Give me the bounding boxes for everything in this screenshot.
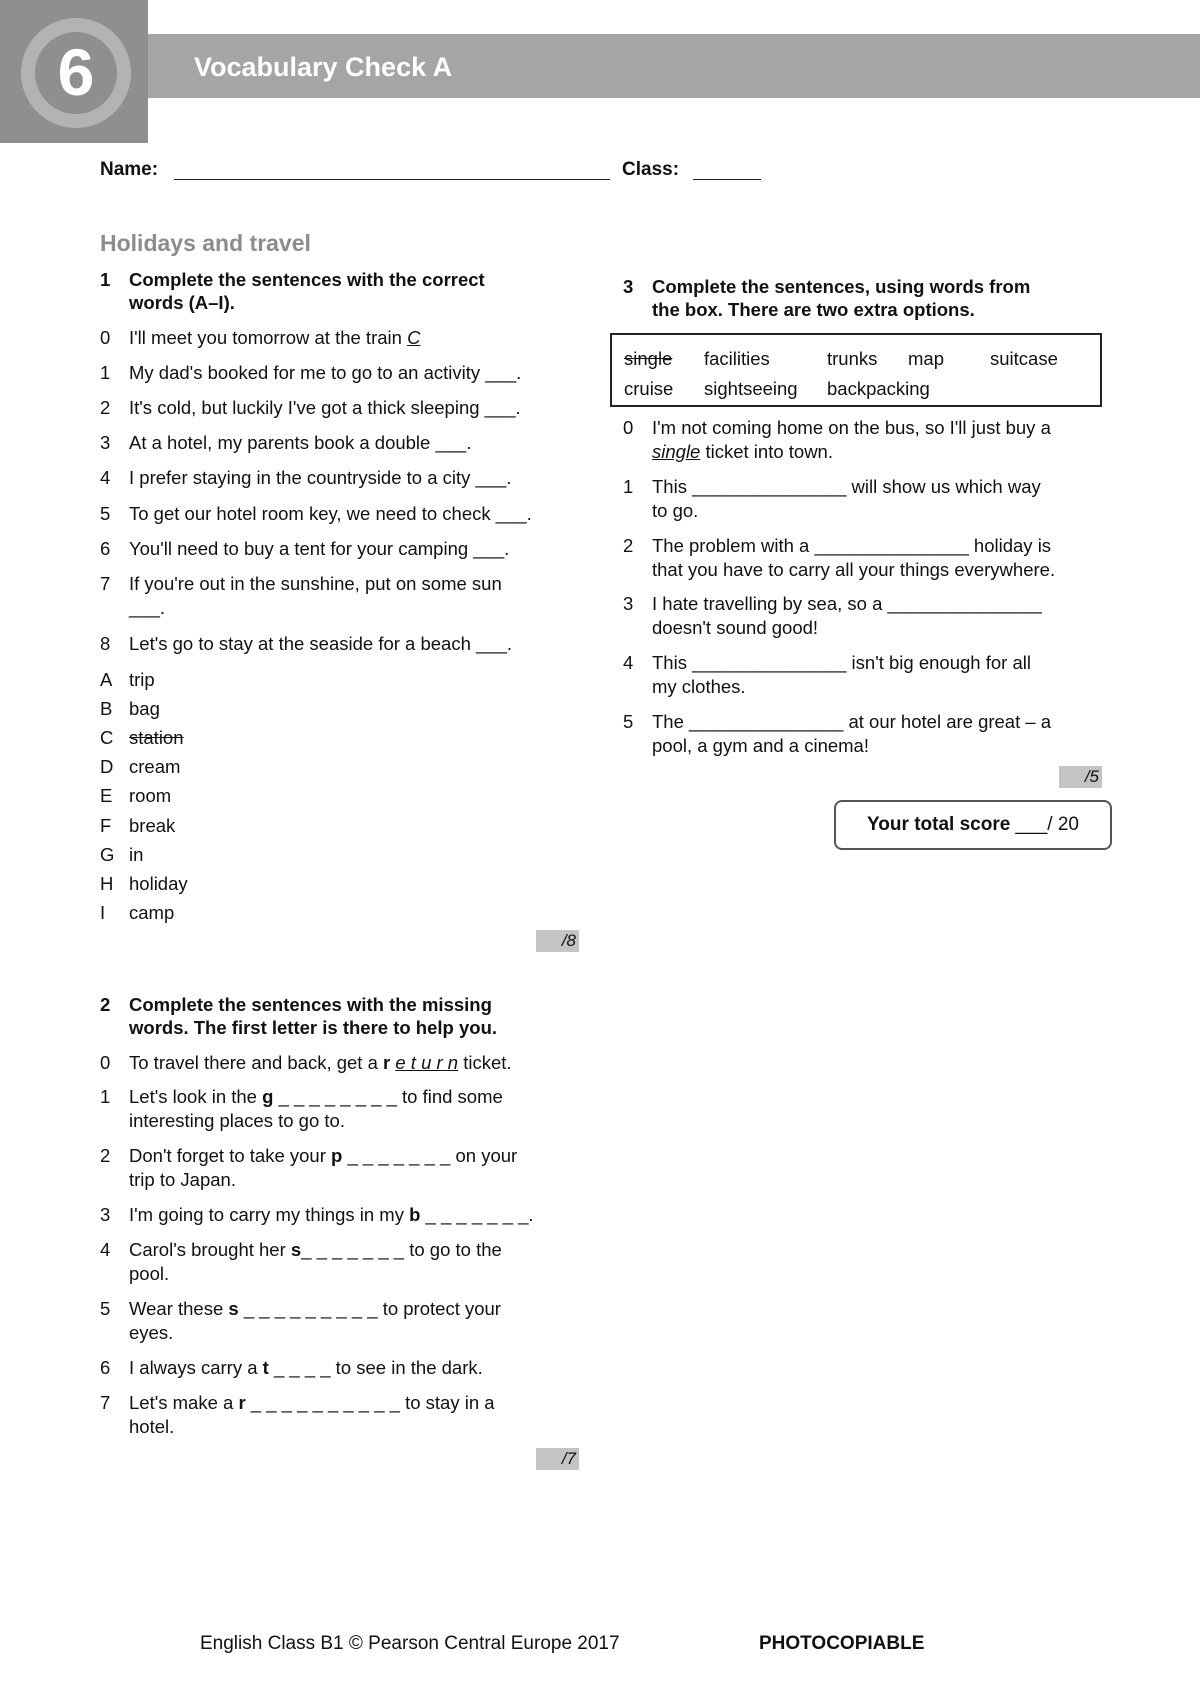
item-number: 0 — [100, 1052, 111, 1073]
option-letter: C — [100, 727, 114, 748]
item-text-end: on your — [450, 1145, 518, 1166]
letter-blanks: _ _ _ _ — [268, 1357, 331, 1378]
item-number: 8 — [100, 633, 111, 654]
item-number: 2 — [100, 1145, 111, 1166]
item-number: 1 — [623, 476, 634, 497]
item-text: Let's make a — [129, 1392, 239, 1413]
item-text: I prefer staying in the countryside to a city ___. — [129, 467, 512, 488]
section-heading: Holidays and travel — [100, 230, 311, 256]
name-field[interactable] — [174, 179, 610, 180]
item-text-line2: hotel. — [129, 1416, 175, 1437]
item-number: 5 — [100, 503, 111, 524]
item-text: I hate travelling by sea, so a _______________ — [652, 593, 1042, 614]
ex3-instruction — [623, 275, 1123, 321]
footer-photocopiable: PHOTOCOPIABLE — [759, 1633, 925, 1654]
item-text-line2: pool, a gym and a cinema! — [652, 735, 869, 756]
option-letter: E — [100, 785, 113, 806]
first-letter: b — [409, 1204, 421, 1225]
item-text-end: to see in the dark. — [330, 1357, 483, 1378]
item-text: I'll meet you tomorrow at the train — [129, 327, 408, 348]
option-word: bag — [129, 698, 160, 719]
footer-copyright: English Class B1 © Pearson Central Europe 2017 — [200, 1633, 620, 1654]
item-number: 7 — [100, 1392, 111, 1413]
item-number: 0 — [623, 417, 634, 438]
unit-circle-icon — [0, 0, 148, 143]
option-word: cream — [129, 756, 181, 777]
item-text-end: to find some — [396, 1086, 503, 1107]
first-letter: r — [238, 1392, 246, 1413]
letter-blanks: _ _ _ _ _ _ _ — [420, 1204, 529, 1225]
ex3-instruction-line1: Complete the sentences, using words from — [652, 276, 1031, 297]
item-number: 3 — [100, 1204, 111, 1225]
item-text-line2: doesn't sound good! — [652, 617, 819, 638]
name-label: Name: — [100, 159, 159, 180]
item-number: 5 — [100, 1298, 111, 1319]
first-letter: g — [262, 1086, 274, 1107]
item-number: 3 — [100, 432, 111, 453]
item-text-line2: to go. — [652, 500, 699, 521]
letter-blanks: _ _ _ _ _ _ _ — [342, 1145, 451, 1166]
item-text: If you're out in the sunshine, put on some sun — [129, 573, 502, 594]
option-word: room — [129, 785, 172, 806]
letter-blanks: _ _ _ _ _ _ _ _ _ _ — [245, 1392, 400, 1413]
item-text-line2: that you have to carry all your things everywhere. — [652, 559, 1056, 580]
box-word: facilities — [704, 348, 770, 369]
first-letter: p — [331, 1145, 343, 1166]
option-letter: A — [100, 669, 113, 690]
box-word: sightseeing — [704, 378, 798, 399]
item-number: 4 — [623, 652, 634, 673]
item-text: Let's look in the — [129, 1086, 263, 1107]
ex1-instruction — [100, 268, 600, 314]
item-number: 5 — [623, 711, 634, 732]
unit-number: 6 — [57, 35, 95, 109]
ex1-score-box: /8 — [536, 930, 579, 952]
option-word-used: station — [129, 727, 184, 748]
item-number: 7 — [100, 573, 111, 594]
ex1-instruction-line2: words (A–I). — [129, 292, 235, 313]
total-score-box — [834, 800, 1112, 850]
item-text: I'm not coming home on the bus, so I'll just buy a — [652, 417, 1051, 438]
item-text: To travel there and back, get a — [129, 1052, 384, 1073]
ex3-number: 3 — [623, 276, 634, 297]
option-letter: G — [100, 844, 115, 865]
item-text-line2: trip to Japan. — [129, 1169, 236, 1190]
ex2-instruction-line2: words. The first letter is there to help you. — [129, 1017, 498, 1038]
box-word: backpacking — [827, 378, 930, 399]
ex2-number: 2 — [100, 994, 111, 1015]
item-number: 6 — [100, 538, 111, 559]
first-letter: t — [262, 1357, 269, 1378]
item-text: This _______________ isn't big enough for all — [652, 652, 1031, 673]
option-letter: D — [100, 756, 114, 777]
option-word: break — [129, 815, 176, 836]
ex2-instruction-line1: Complete the sentences with the missing — [129, 994, 492, 1015]
item-text-line2: interesting places to go to. — [129, 1110, 345, 1131]
item-text: Wear these — [129, 1298, 229, 1319]
option-letter: F — [100, 815, 112, 836]
item-number: 4 — [100, 1239, 111, 1260]
page-title: Vocabulary Check A — [194, 52, 453, 82]
item-text-line2: ___. — [129, 597, 166, 618]
item-text: The _______________ at our hotel are great – a — [652, 711, 1052, 732]
ex1-instruction-line1: Complete the sentences with the correct — [129, 269, 485, 290]
box-word: suitcase — [990, 348, 1058, 369]
total-score-value: ___/ 20 — [1010, 814, 1079, 835]
item-text-end: . — [528, 1204, 534, 1225]
item-text: My dad's booked for me to go to an activity ___. — [129, 362, 522, 383]
example-answer: C — [407, 327, 421, 348]
item-text: To get our hotel room key, we need to check ___. — [129, 503, 532, 524]
total-score-label: Your total score — [867, 814, 1011, 835]
item-text: Carol's brought her — [129, 1239, 291, 1260]
item-text: You'll need to buy a tent for your camping ___. — [129, 538, 510, 559]
item-number: 4 — [100, 467, 111, 488]
item-text: It's cold, but luckily I've got a thick sleeping ___. — [129, 397, 521, 418]
first-letter: s — [228, 1298, 239, 1319]
item-text: Let's go to stay at the seaside for a beach ___. — [129, 633, 513, 654]
box-word: trunks — [827, 348, 878, 369]
item-text-end: ticket. — [458, 1052, 512, 1073]
item-number: 6 — [100, 1357, 111, 1378]
option-letter: H — [100, 873, 114, 894]
ex3-instruction-line2: the box. There are two extra options. — [652, 299, 975, 320]
letter-blanks: _ _ _ _ _ _ _ _ — [273, 1086, 397, 1107]
ex3-score-box: /5 — [1059, 766, 1102, 788]
item-number: 2 — [100, 397, 111, 418]
letter-blanks: _ _ _ _ _ _ _ — [301, 1239, 405, 1260]
box-word: cruise — [624, 378, 674, 399]
class-label: Class: — [622, 159, 680, 180]
letter-blanks: _ _ _ _ _ _ _ _ _ — [238, 1298, 378, 1319]
box-word: map — [908, 348, 944, 369]
item-text: The problem with a _______________ holiday is — [652, 535, 1052, 556]
item-text-end: to protect your — [377, 1298, 501, 1319]
item-number: 0 — [100, 327, 111, 348]
word-box — [610, 333, 1102, 407]
item-number: 1 — [100, 362, 111, 383]
option-word: camp — [129, 902, 175, 923]
option-word: in — [129, 844, 144, 865]
item-text-end: to go to the — [404, 1239, 502, 1260]
first-letter: r — [383, 1052, 391, 1073]
item-text-line2: pool. — [129, 1263, 170, 1284]
option-letter: B — [100, 698, 113, 719]
item-text: At a hotel, my parents book a double ___. — [129, 432, 472, 453]
item-text-line2: eyes. — [129, 1322, 174, 1343]
item-number: 3 — [623, 593, 634, 614]
option-word: holiday — [129, 873, 188, 894]
example-answer: e t u r n — [395, 1052, 459, 1073]
item-number: 1 — [100, 1086, 111, 1107]
box-word-used: single — [624, 348, 673, 369]
example-answer: single — [652, 441, 701, 462]
item-text: Don't forget to take your — [129, 1145, 332, 1166]
item-number: 2 — [623, 535, 634, 556]
ex2-score-box: /7 — [536, 1448, 579, 1470]
ex1-number: 1 — [100, 269, 111, 290]
item-text: I always carry a — [129, 1357, 263, 1378]
unit-badge — [0, 0, 148, 143]
item-text: I'm going to carry my things in my — [129, 1204, 410, 1225]
item-text-end: to stay in a — [399, 1392, 495, 1413]
item-text-line2: my clothes. — [652, 676, 746, 697]
item-text-end: ticket into town. — [700, 441, 833, 462]
option-letter: I — [100, 902, 106, 923]
first-letter: s — [290, 1239, 302, 1260]
item-text: This _______________ will show us which way — [652, 476, 1041, 497]
class-field[interactable] — [693, 179, 761, 180]
option-word: trip — [129, 669, 155, 690]
ex2-instruction — [100, 993, 620, 1039]
